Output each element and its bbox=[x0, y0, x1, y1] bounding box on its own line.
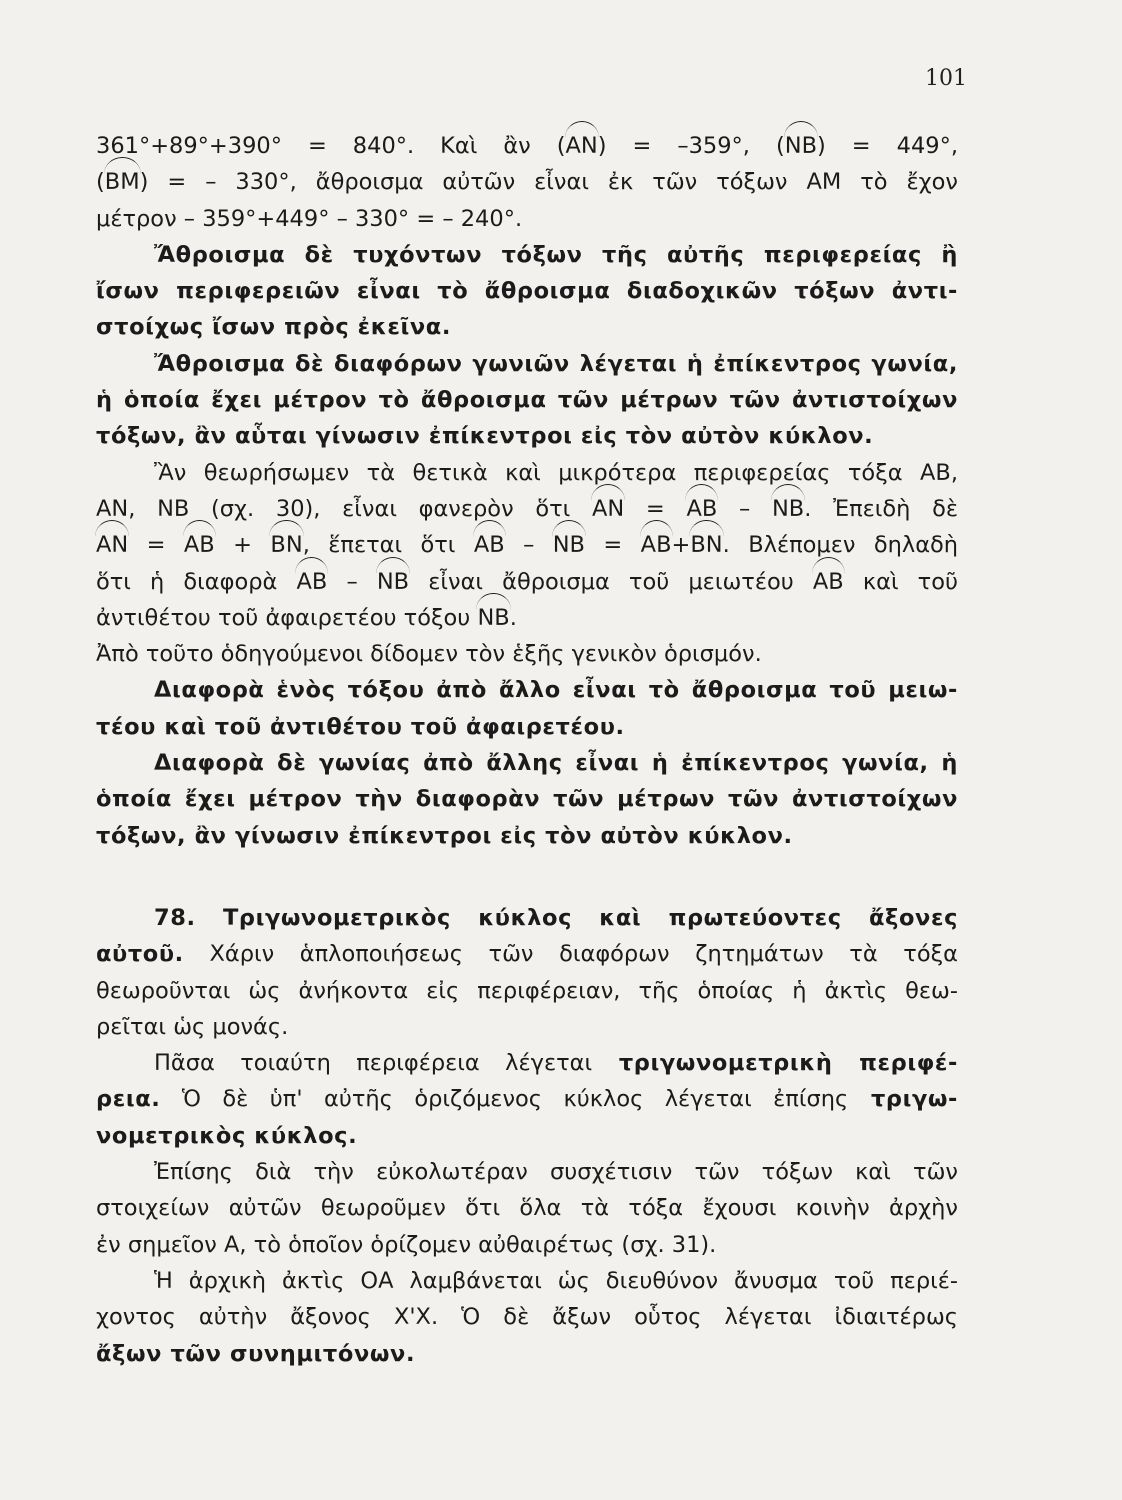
definition-line: Ἄθροισμα δὲ τυχόντων τόξων τῆς αὐτῆς περιφερείας ἢ bbox=[154, 241, 958, 268]
text-line bbox=[96, 936, 958, 972]
text-line bbox=[96, 128, 958, 164]
definition-line: τόξων, ἂν γίνωσιν ἐπίκεντροι εἰς τὸν αὐτὸν κύκλον. bbox=[96, 822, 793, 849]
text-run: καὶ τοῦ bbox=[862, 568, 959, 595]
text-run: εἶναι ἄθροισμα τοῦ μειωτέου bbox=[428, 568, 794, 595]
text-run: ( bbox=[96, 169, 105, 196]
text-line: Ἡ ἀρχικὴ ἀκτὶς ΟΑ λαμβάνεται ὡς διευθύνον ἄνυσμα τοῦ περιέ- bbox=[154, 1267, 958, 1294]
text-run: . bbox=[509, 604, 517, 631]
text-line: ἐν σημεῖον Α, τὸ ὁποῖον ὁρίζομεν αὐθαιρέτως (σχ. 31). bbox=[96, 1231, 717, 1258]
definition-line: Ἄθροισμα δὲ διαφόρων γωνιῶν λέγεται ἡ ἐπίκεντρος γωνία, bbox=[154, 350, 958, 377]
text-run: + bbox=[671, 532, 691, 559]
text-run: Χάριν ἁπλοποιήσεως τῶν διαφόρων ζητημάτων τὰ τόξα bbox=[183, 941, 958, 968]
arc-symbol: ΝΒ bbox=[771, 495, 805, 522]
arc-symbol: ΑΝ bbox=[565, 133, 598, 159]
definition-line: Διαφορὰ δὲ γωνίας ἀπὸ ἄλλης εἶναι ἡ ἐπίκεντρος γωνία, ἡ bbox=[154, 750, 958, 777]
term-run: τριγωνομετρικὴ περιφέ- bbox=[592, 1050, 958, 1077]
text-run: , ἕπεται ὅτι bbox=[302, 532, 456, 559]
text-run: ) = 449°, bbox=[817, 133, 958, 159]
text-run: = bbox=[603, 532, 623, 559]
arc-symbol: ΑΒ bbox=[686, 495, 718, 522]
text-line bbox=[96, 491, 958, 527]
arc-symbol: ΑΒ bbox=[812, 568, 844, 595]
term-line: νομετρικὸς κύκλος. bbox=[96, 1122, 358, 1149]
section-gap bbox=[96, 854, 958, 900]
text-run: = bbox=[645, 495, 665, 522]
arc-symbol: ΒΝ bbox=[690, 532, 723, 559]
arc-symbol: ΒΜ bbox=[104, 169, 140, 196]
arc-symbol: ΑΝ bbox=[96, 532, 129, 559]
text-run: – bbox=[346, 568, 358, 595]
text-line bbox=[96, 564, 958, 600]
text-line: Ἀπὸ τοῦτο ὁδηγούμενοι δίδομεν τὸν ἑξῆς γενικὸν ὁρισμόν. bbox=[96, 641, 762, 668]
text-line: Ἐπίσης διὰ τὴν εὐκολωτέραν συσχέτισιν τῶν τόξων καὶ τῶν bbox=[154, 1159, 958, 1186]
arc-symbol: ΑΒ bbox=[296, 568, 328, 595]
arc-symbol: ΑΒ bbox=[473, 532, 505, 559]
text-run: ὅτι ἡ διαφορὰ bbox=[96, 568, 278, 595]
arc-symbol: ΒΝ bbox=[270, 532, 303, 559]
text-line: ρεῖται ὡς μονάς. bbox=[96, 1013, 289, 1040]
arc-symbol: ΝΒ bbox=[784, 133, 818, 159]
text-line: χοντος αὐτὴν ἄξονος Χ'Χ. Ὁ δὲ ἄξων οὗτος λέγεται ἰδιαιτέρως bbox=[96, 1304, 958, 1331]
text-run: Ὁ δὲ ὑπ' αὐτῆς ὁριζόμενος κύκλος λέγεται ἐπίσης bbox=[160, 1086, 849, 1113]
definition-line: στοίχως ἴσων πρὸς ἐκεῖνα. bbox=[96, 314, 452, 341]
definition-line: τόξων, ἂν αὗται γίνωσιν ἐπίκεντροι εἰς τὸν αὐτὸν κύκλον. bbox=[96, 423, 874, 450]
text-line: στοιχείων αὐτῶν θεωροῦμεν ὅτι ὅλα τὰ τόξα ἔχουσι κοινὴν ἀρχὴν bbox=[96, 1195, 958, 1222]
text-line bbox=[96, 164, 958, 200]
text-run: ΑΝ, ΝΒ (σχ. 30), εἶναι φανερὸν ὅτι bbox=[96, 495, 571, 522]
text-run: + bbox=[233, 532, 252, 559]
definition-line: ὁποία ἔχει μέτρον τὴν διαφορὰν τῶν μέτρων τῶν ἀντιστοίχων bbox=[96, 786, 958, 813]
arc-symbol: ΝΒ bbox=[477, 604, 510, 631]
text-line: Ἂν θεωρήσωμεν τὰ θετικὰ καὶ μικρότερα περιφερείας τόξα ΑΒ, bbox=[154, 459, 958, 486]
section-heading: 78. Τριγωνομετρικὸς κύκλος καὶ πρωτεύοντες ἄξονες bbox=[154, 904, 958, 931]
text-run: ) = –359°, ( bbox=[597, 133, 785, 159]
text-line: θεωροῦνται ὡς ἀνήκοντα εἰς περιφέρειαν, τῆς ὁποίας ἡ ἀκτὶς θεω- bbox=[96, 977, 958, 1004]
term-run: τριγω- bbox=[848, 1086, 958, 1113]
text-run: – bbox=[523, 532, 535, 559]
arc-symbol: ΑΒ bbox=[183, 532, 215, 559]
arc-symbol: ΑΒ bbox=[640, 532, 672, 559]
text-run: = bbox=[146, 532, 166, 559]
text-run: ἀντιθέτου τοῦ ἀφαιρετέου τόξου bbox=[96, 604, 471, 631]
definition-line: ἴσων περιφερειῶν εἶναι τὸ ἄθροισμα διαδοχικῶν τόξων ἀντι- bbox=[96, 278, 958, 305]
text-run: . Βλέπομεν δηλαδὴ bbox=[722, 532, 959, 559]
text-line bbox=[96, 600, 958, 636]
text-run: . Ἐπειδὴ δὲ bbox=[804, 495, 959, 522]
arc-symbol: ΑΝ bbox=[591, 495, 625, 522]
definition-line: ἡ ὁποία ἔχει μέτρον τὸ ἄθροισμα τῶν μέτρων τῶν ἀντιστοίχων bbox=[96, 387, 958, 414]
page-number: 101 bbox=[925, 66, 967, 91]
definition-line: τέου καὶ τοῦ ἀντιθέτου τοῦ ἀφαιρετέου. bbox=[96, 713, 625, 740]
text-run: Πᾶσα τοιαύτη περιφέρεια λέγεται bbox=[154, 1050, 593, 1077]
text-line bbox=[96, 1045, 958, 1081]
text-line bbox=[96, 1081, 958, 1117]
text-run: 361°+89°+390° = 840°. Καὶ ἂν ( bbox=[96, 133, 566, 159]
arc-symbol: ΝΒ bbox=[376, 568, 410, 595]
definition-line: Διαφορὰ ἑνὸς τόξου ἀπὸ ἄλλο εἶναι τὸ ἄθροισμα τοῦ μειω- bbox=[154, 677, 958, 704]
text-run: ) = – 330°, ἄθροισμα αὐτῶν εἶναι ἐκ τῶν τόξων ΑΜ τὸ ἔχον bbox=[139, 169, 958, 196]
body-text bbox=[96, 128, 958, 1372]
text-line: μέτρον – 359°+449° – 330° = – 240°. bbox=[96, 205, 523, 232]
heading-run: αὐτοῦ. bbox=[96, 941, 184, 968]
term-run: ρεια. bbox=[96, 1086, 161, 1113]
text-run: – bbox=[739, 495, 751, 522]
term-line: ἄξων τῶν συνημιτόνων. bbox=[96, 1340, 416, 1367]
arc-symbol: ΝΒ bbox=[552, 532, 585, 559]
